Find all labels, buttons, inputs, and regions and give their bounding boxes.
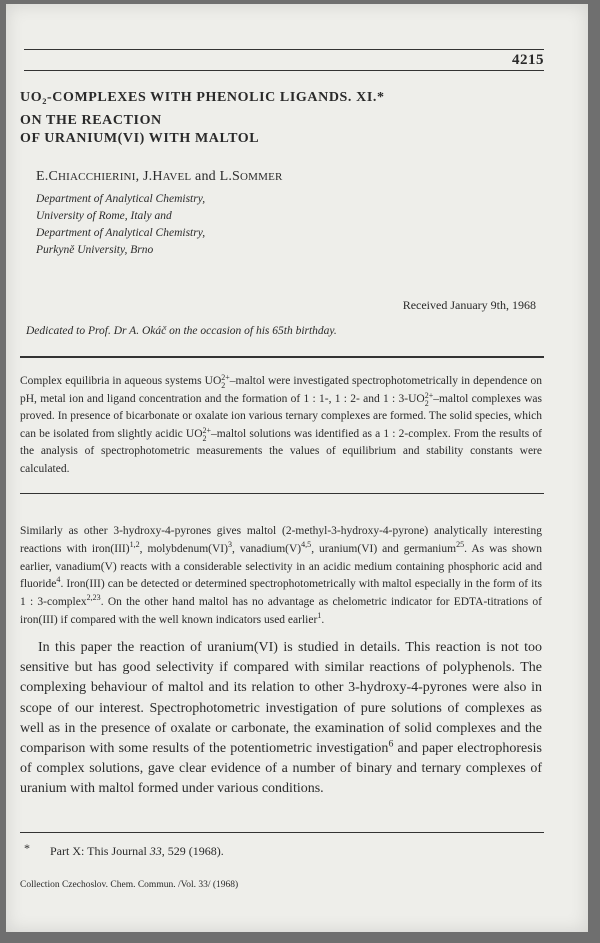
affiliation-line: Department of Analytical Chemistry, — [36, 227, 206, 239]
received-date: Received January 9th, 1968 — [402, 298, 536, 312]
footnote-marker: * — [24, 841, 30, 855]
body-paragraph: In this paper the reaction of uranium(VI) is studied in details. This reaction is not too sensitive but has good selectivity if compared with similar reactions of polyphenols. The complexing behaviour of maltol and its relation to other 3-hydroxy-4-pyrones were also in scope of our interest. Spectrophotometric investigation of pure solutions of complexes as well as in the presence of oxalate or carbonate, the examination of solid complexes and the comparison with some results of the potentiometric investigation$^6$ and paper electrophoresis of complex solutions, gave clear evidence of a number of binary and ternary complexes of uranium with maltol formed under various conditions. — [20, 640, 542, 797]
article-title-line-3: OF URANIUM(VI) WITH MALTOL — [20, 131, 260, 146]
abstract-top-rule — [20, 356, 544, 358]
abstract-bottom-rule — [20, 493, 544, 494]
journal-citation: Collection Czechoslov. Chem. Commun. /Vol. 33/ (1968) — [20, 880, 239, 890]
footnote-rule — [20, 832, 544, 833]
footnote: Part X: This Journal 33, 529 (1968). — [50, 844, 224, 858]
journal-page — [6, 4, 588, 932]
affiliation-line: University of Rome, Italy and — [36, 210, 172, 222]
article-title-line-1: UO₂-COMPLEXES WITH PHENOLIC LIGANDS. XI.* — [20, 90, 385, 105]
abstract: Complex equilibria in aqueous systems UO 2+ 2 –maltol were investigated spectrophotometrically in dependence on pH, metal ion and ligand concentration and the formation of 1 : 1-, 1 : 2- and 1 : 3-UO 2+ 2 –maltol complexes was proved. In presence of bicarbonate or oxalate ion various ternary complexes are formed. The solid species, which can be isolated from slightly acidic UO 2+ 2 –maltol solutions was identified as a 1 : 2-complex. From the results of the analysis of spectrophotometric measurements the values of equilibrium and stability constants were calculated. — [20, 373, 542, 475]
article-title-line-2: ON THE REACTION — [20, 113, 162, 128]
affiliations — [36, 191, 205, 259]
header-rule — [24, 49, 544, 50]
author-list: E.CHIACCHIERINI, J.HAVEL and L.SOMMER — [36, 169, 283, 184]
affiliation-line: Purkyně University, Brno — [36, 244, 154, 256]
header-rule-bottom — [24, 70, 544, 71]
affiliation-line: Department of Analytical Chemistry, — [36, 193, 206, 205]
introduction-paragraph: Similarly as other 3-hydroxy-4-pyrones gives maltol (2-methyl-3-hydroxy-4-pyrone) analytically interesting reactions with iron(III)$^{1,2}$, molybdenum(VI)$^3$, $vanadium(V)^{4,5}$, uranium(VI) and germanium$^{25}$. As was shown earlier, vanadium(V) reacts with a considerable selectivity in an acidic medium containing phosphoric acid and fluoride$^4$. Iron(III) can be detected or determined spectrophotometrically with maltol especially in the form of its 1 : 3-complex$^{2,23}$. On the other hand maltol has no advantage as chelometric indicator for EDTA-titrations of iron(III) if compared with the well known indicators used earlier$^1$. — [20, 525, 542, 626]
dedication: Dedicated to Prof. Dr A. Okáč on the occasion of his 65th birthday. — [26, 325, 337, 337]
page-number: 4215 — [512, 52, 544, 68]
